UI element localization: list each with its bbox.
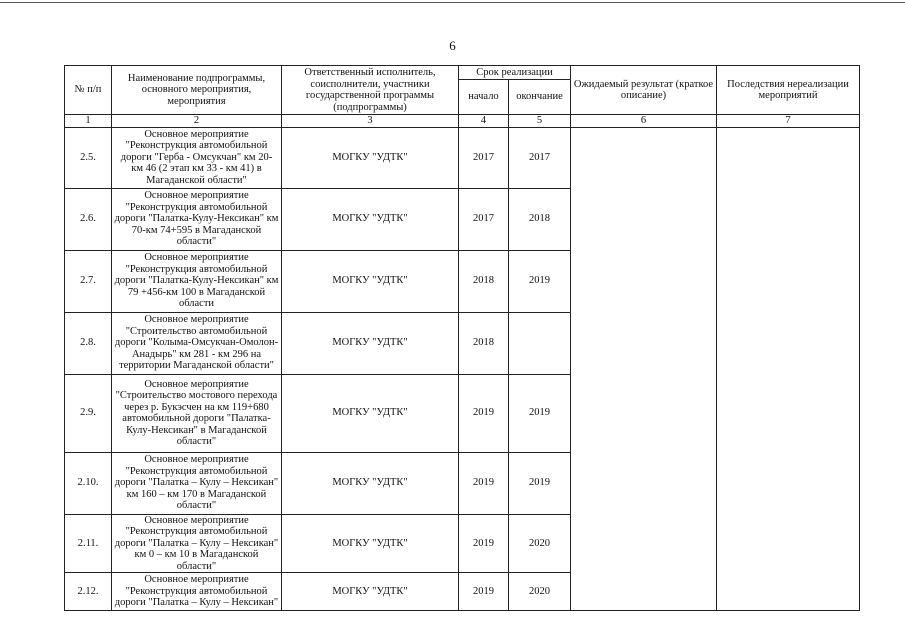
end-year: 2020 [509, 514, 571, 573]
column-number: 7 [717, 115, 860, 128]
header-consequences: Последствия нереализации мероприятий [717, 66, 860, 115]
start-year: 2019 [459, 374, 509, 452]
column-number: 5 [509, 115, 571, 128]
end-year: 2017 [509, 127, 571, 188]
start-year: 2019 [459, 452, 509, 514]
end-year: 2020 [509, 573, 571, 611]
start-year: 2019 [459, 573, 509, 611]
header-result: Ожидаемый результат (краткое описание) [571, 66, 717, 115]
end-year: 2018 [509, 188, 571, 250]
measure-name: Основное мероприятие "Реконструкция автомобильной дороги "Палатка – Кулу – Нексикан" км 160 – км 170 в Магаданской области" [112, 452, 282, 514]
column-number: 3 [282, 115, 459, 128]
measure-name: Основное мероприятие "Реконструкция автомобильной дороги "Палатка-Кулу-Нексикан" км 70-км 74+595 в Магаданской области" [112, 188, 282, 250]
executor: МОГКУ "УДТК" [282, 452, 459, 514]
row-number: 2.6. [65, 188, 112, 250]
start-year: 2017 [459, 127, 509, 188]
column-number: 2 [112, 115, 282, 128]
row-number: 2.11. [65, 514, 112, 573]
measure-name: Основное мероприятие "Строительство автомобильной дороги "Колыма-Омсукчан-Омолон-Анадырь" км 281 - км 296 на территории Магаданской области" [112, 312, 282, 374]
start-year: 2019 [459, 514, 509, 573]
measure-name: Основное мероприятие "Строительство мостового перехода через р. Букэсчен на км 119+680 автомобильной дороги "Палатка-Кулу-Нексикан" в Магаданской области" [112, 374, 282, 452]
executor: МОГКУ "УДТК" [282, 514, 459, 573]
measure-name: Основное мероприятие "Реконструкция автомобильной дороги "Герба - Омсукчан" км 20- км 46 (2 этап км 33 - км 41) в Магаданской области" [112, 127, 282, 188]
row-number: 2.5. [65, 127, 112, 188]
page-number: 6 [449, 38, 456, 53]
header-start: начало [459, 80, 509, 115]
header-executor: Ответственный исполнитель, соисполнители, участники государственной программы (подпрограммы) [282, 66, 459, 115]
measures-table [64, 65, 860, 611]
header-period: Срок реализации [459, 66, 571, 80]
end-year [509, 312, 571, 374]
executor: МОГКУ "УДТК" [282, 573, 459, 611]
table-row [65, 127, 860, 188]
header-num: № п/п [65, 66, 112, 115]
consequences-cell [717, 127, 860, 611]
column-number: 4 [459, 115, 509, 128]
measure-name: Основное мероприятие "Реконструкция автомобильной дороги "Палатка – Кулу – Нексикан" [112, 573, 282, 611]
start-year: 2018 [459, 312, 509, 374]
expected-result-cell [571, 127, 717, 611]
measure-name: Основное мероприятие "Реконструкция автомобильной дороги "Палатка-Кулу-Нексикан" км 79 +456-км 100 в Магаданской области [112, 250, 282, 312]
start-year: 2018 [459, 250, 509, 312]
row-number: 2.8. [65, 312, 112, 374]
top-divider-line [0, 2, 905, 3]
executor: МОГКУ "УДТК" [282, 188, 459, 250]
end-year: 2019 [509, 250, 571, 312]
row-number: 2.7. [65, 250, 112, 312]
executor: МОГКУ "УДТК" [282, 250, 459, 312]
executor: МОГКУ "УДТК" [282, 374, 459, 452]
column-number: 6 [571, 115, 717, 128]
row-number: 2.10. [65, 452, 112, 514]
row-number: 2.12. [65, 573, 112, 611]
row-number: 2.9. [65, 374, 112, 452]
header-name: Наименование подпрограммы, основного мероприятия, мероприятия [112, 66, 282, 115]
executor: МОГКУ "УДТК" [282, 312, 459, 374]
column-number: 1 [65, 115, 112, 128]
start-year: 2017 [459, 188, 509, 250]
measure-name: Основное мероприятие "Реконструкция автомобильной дороги "Палатка – Кулу – Нексикан" км 0 – км 10 в Магаданской области" [112, 514, 282, 573]
end-year: 2019 [509, 452, 571, 514]
header-end: окончание [509, 80, 571, 115]
end-year: 2019 [509, 374, 571, 452]
executor: МОГКУ "УДТК" [282, 127, 459, 188]
